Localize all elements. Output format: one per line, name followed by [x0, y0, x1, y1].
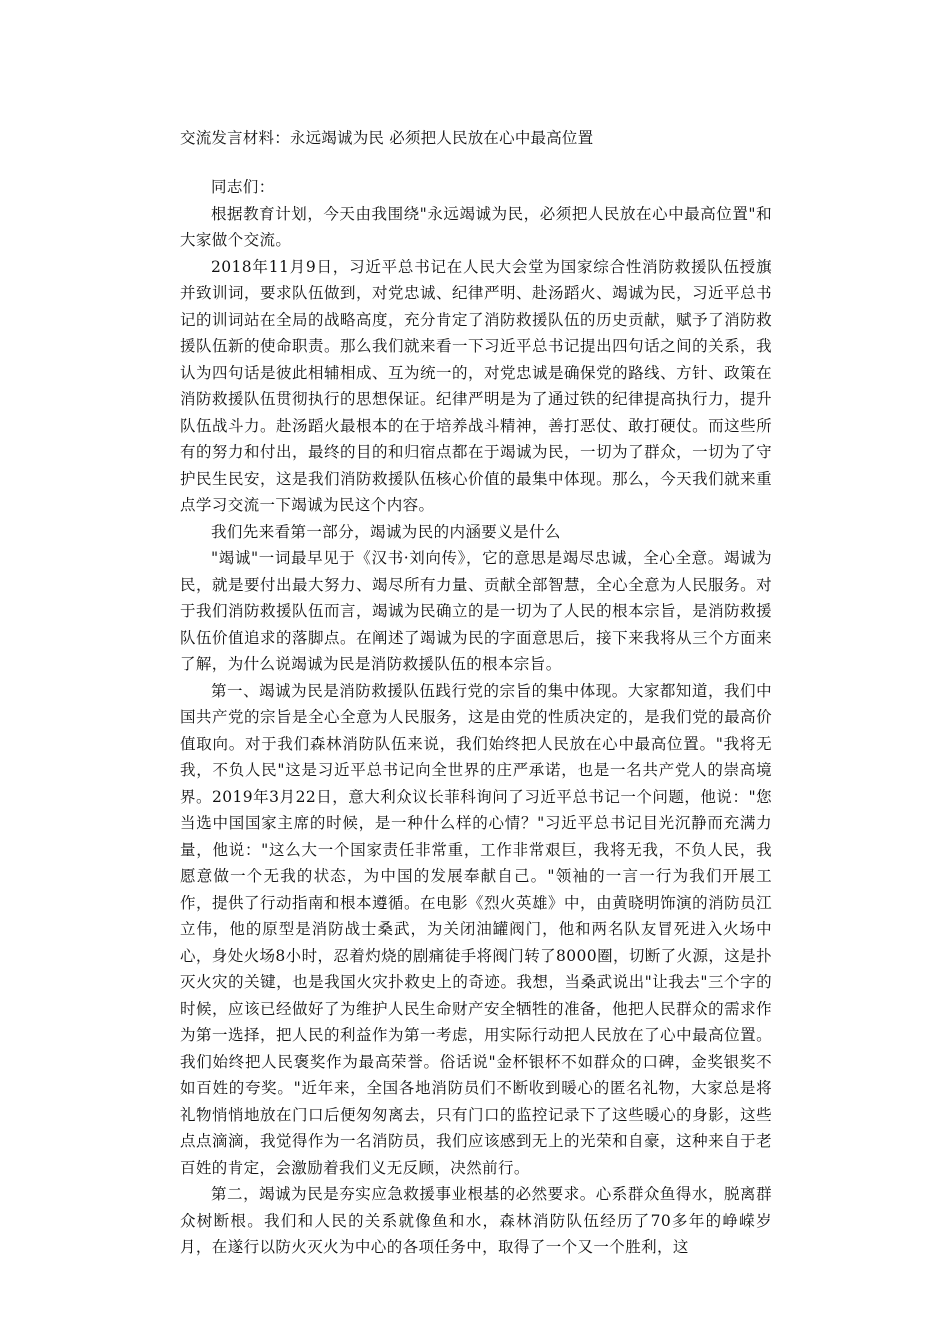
paragraph: 2018年11月9日，习近平总书记在人民大会堂为国家综合性消防救援队伍授旗并致训词，要求队伍做到，对党忠诚、纪律严明、赴汤蹈火、竭诚为民，习近平总书记的训词站在全局的战略高度，充分肯定了消防救援队伍的历史贡献，赋予了消防救援队伍新的使命职责。那么我们就来看一下习近平总书记提出四句话之间的关系，我认为四句话是彼此相辅相成、互为统一的，对党忠诚是确保党的路线、方针、政策在消防救援队伍贯彻执行的思想保证。纪律严明是为了通过铁的纪律提高执行力，提升队伍战斗力。赴汤蹈火最根本的在于培养战斗精神，善打恶仗、敢打硬仗。而这些所有的努力和付出，最终的目的和归宿点都在于竭诚为民，一切为了群众，一切为了守护民生民安，这是我们消防救援队伍核心价值的最集中体现。那么，今天我们就来重点学习交流一下竭诚为民这个内容。: [180, 257, 772, 514]
document-body: [180, 174, 772, 1261]
section-heading: 我们先来看第一部分，竭诚为民的内涵要义是什么: [211, 522, 561, 541]
document-title: 交流发言材料：永远竭诚为民 必须把人民放在心中最高位置: [180, 129, 594, 147]
paragraph: 根据教育计划，今天由我围绕"永远竭诚为民，必须把人民放在心中最高位置"和大家做个交流。: [180, 204, 772, 249]
paragraph: "竭诚"一词最早见于《汉书·刘向传》，它的意思是竭尽忠诚，全心全意。竭诚为民，就是要付出最大努力、竭尽所有力量、贡献全部智慧，全心全意为人民服务。对于我们消防救援队伍而言，竭诚为民确立的是一切为了人民的根本宗旨，是消防救援队伍价值追求的落脚点。在阐述了竭诚为民的字面意思后，接下来我将从三个方面来了解，为什么说竭诚为民是消防救援队伍的根本宗旨。: [180, 549, 772, 673]
greeting: 同志们：: [211, 178, 275, 196]
paragraph: 第一、竭诚为民是消防救援队伍践行党的宗旨的集中体现。大家都知道，我们中国共产党的宗旨是全心全意为人民服务，这是由党的性质决定的，是我们党的最高价值取向。对于我们森林消防队伍来说，我们始终把人民放在心中最高位置。"我将无我，不负人民"这是习近平总书记向全世界的庄严承诺，也是一名共产党人的崇高境界。2019年3月22日，意大利众议长菲科询问了习近平总书记一个问题，他说："您当选中国国家主席的时候，是一种什么样的心情？"习近平总书记目光沉静而充满力量，他说："这么大一个国家责任非常重，工作非常艰巨，我将无我，不负人民，我愿意做一个无我的状态，为中国的发展奉献自己。"领袖的一言一行为我们开展工作，提供了行动指南和根本遵循。在电影《烈火英雄》中，由黄晓明饰演的消防员江立伟，他的原型是消防战士桑武，为关闭油罐阀门，他和两名队友冒死进入火场中心，身处火场8小时，忍着灼烧的剧痛徒手将阀门转了8000圈，切断了火源，这是扑灭火灾的关键，也是我国火灾扑救史上的奇迹。我想，当桑武说出"让我去"三个字的时候，应该已经做好了为维护人民生命财产安全牺牲的准备，他把人民群众的需求作为第一选择，把人民的利益作为第一考虑，用实际行动把人民放在了心中最高位置。我们始终把人民褒奖作为最高荣誉。俗话说"金杯银杯不如群众的口碑，金奖银奖不如百姓的夸奖。"近年来，全国各地消防员们不断收到暖心的匿名礼物，大家总是将礼物悄悄地放在门口后便匆匆离去，只有门口的监控记录下了这些暖心的身影，这些点点滴滴，我觉得作为一名消防员，我们应该感到无上的光荣和自豪，这种来自于老百姓的肯定，会激励着我们义无反顾，决然前行。: [180, 681, 772, 1177]
paragraph: 第二，竭诚为民是夯实应急救援事业根基的必然要求。心系群众鱼得水，脱离群众树断根。我们和人民的关系就像鱼和水，森林消防队伍经历了70多年的峥嵘岁月，在遂行以防火灭火为中心的各项任务中，取得了一个又一个胜利，这: [180, 1185, 772, 1256]
